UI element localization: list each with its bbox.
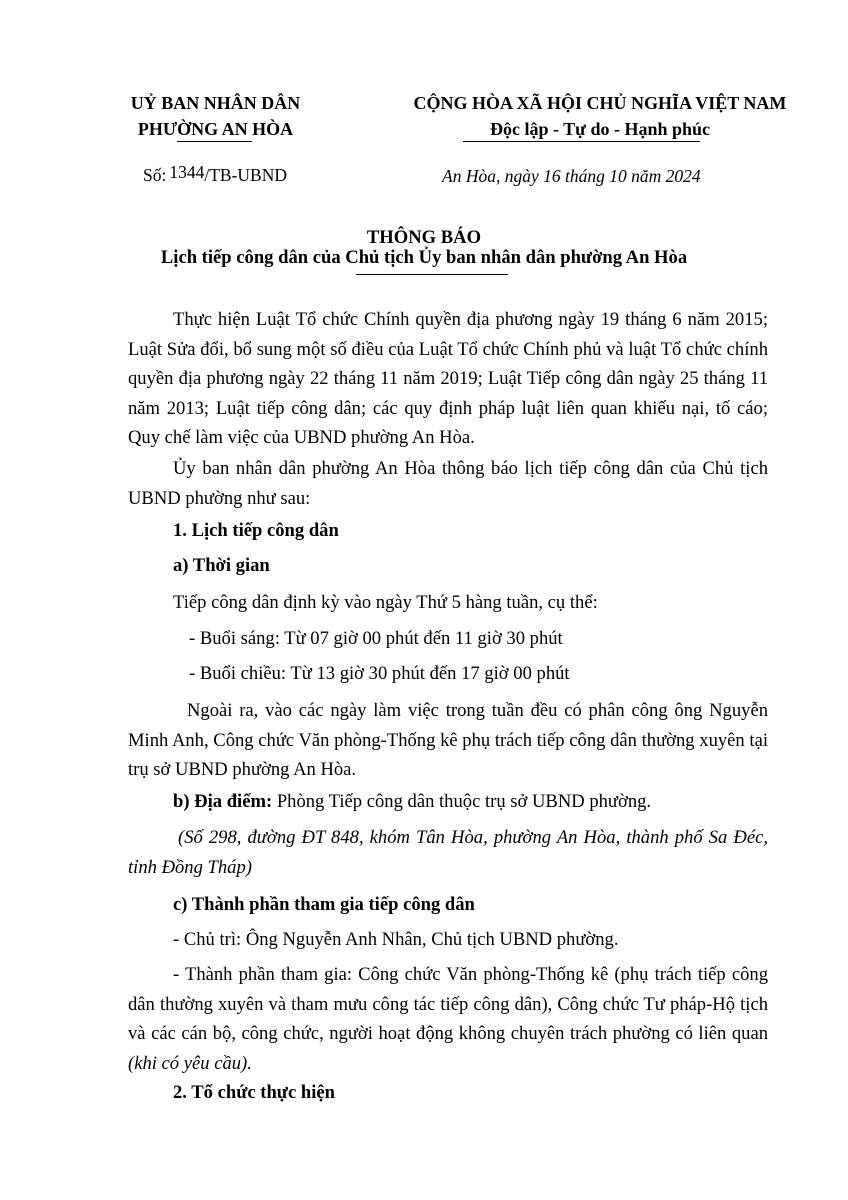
schedule-intro: Tiếp công dân định kỳ vào ngày Thứ 5 hàng tuần, cụ thể: (173, 592, 598, 613)
document-date: An Hòa, ngày 16 tháng 10 năm 2024 (442, 166, 701, 186)
number-suffix: /TB-UBND (204, 165, 287, 185)
section-1c-heading: c) Thành phần tham gia tiếp công dân (173, 894, 475, 915)
legal-basis-paragraph: Thực hiện Luật Tổ chức Chính quyền địa phương ngày 19 tháng 6 năm 2015; Luật Sửa đổi, bổ sung một số điều của Luật Tổ chức Chính phủ và luật Tổ chức chính quyền địa phương ngày 22 tháng 11 năm 2019; Luật Tiếp công dân ngày 25 tháng 11 năm 2013; Luật tiếp công dân; các quy định pháp luật liên quan khiếu nại, tố cáo; Quy chế làm việc của UBND phường An Hòa. (128, 309, 768, 448)
title-underline (356, 274, 508, 275)
national-motto (380, 90, 820, 142)
location-line (173, 790, 651, 814)
agency-line-2: PHƯỜNG AN HÒA (137, 119, 294, 139)
participants-note: (khi có yêu cầu). (128, 1052, 252, 1074)
location-text: Phòng Tiếp công dân thuộc trụ sở UBND phường. (272, 791, 652, 812)
motto-underline (463, 141, 700, 142)
location-label: b) Địa điểm: (173, 791, 273, 812)
regular-reception-paragraph: Ngoài ra, vào các ngày làm việc trong tuần đều có phân công ông Nguyễn Minh Anh, Công chức Văn phòng-Thống kê phụ trách tiếp công dân thường xuyên tại trụ sở UBND phường An Hòa. (128, 700, 768, 780)
number-prefix: Số: (143, 165, 167, 185)
section-1a-heading: a) Thời gian (173, 555, 270, 576)
section-1-heading: 1. Lịch tiếp công dân (173, 520, 339, 541)
document-number (143, 163, 287, 187)
participants-text: - Thành phần tham gia: Công chức Văn phòng-Thống kê (phụ trách tiếp công dân thường xuyên và tham mưu công tác tiếp công dân), Công chức Tư pháp-Hộ tịch và các cán bộ, công chức, người hoạt động không chuyên trách phường có liên quan (128, 964, 768, 1044)
agency-name (108, 90, 323, 142)
announcement-paragraph: Ủy ban nhân dân phường An Hòa thông báo lịch tiếp công dân của Chủ tịch UBND phường như sau: (128, 458, 768, 509)
morning-schedule: - Buổi sáng: Từ 07 giờ 00 phút đến 11 giờ 30 phút (189, 628, 563, 649)
office-address: (Số 298, đường ĐT 848, khóm Tân Hòa, phường An Hòa, thành phố Sa Đéc, tỉnh Đồng Tháp) (128, 827, 768, 878)
chairperson-line: - Chủ trì: Ông Nguyễn Anh Nhân, Chủ tịch UBND phường. (173, 929, 619, 950)
participants-paragraph (128, 960, 768, 1078)
section-2-heading: 2. Tổ chức thực hiện (173, 1082, 335, 1103)
nation-line-2: Độc lập - Tự do - Hạnh phúc (489, 119, 711, 139)
afternoon-schedule: - Buổi chiều: Từ 13 giờ 30 phút đến 17 giờ 00 phút (189, 663, 570, 684)
agency-line-1: UỶ BAN NHÂN DÂN (130, 93, 301, 113)
agency-underline (177, 141, 252, 142)
document-subtitle: Lịch tiếp công dân của Chủ tịch Ủy ban nhân dân phường An Hòa (160, 247, 688, 268)
number-value: 1344 (169, 162, 205, 182)
nation-line-1: CỘNG HÒA XÃ HỘI CHỦ NGHĨA VIỆT NAM (413, 93, 787, 113)
document-title: THÔNG BÁO (366, 227, 482, 248)
